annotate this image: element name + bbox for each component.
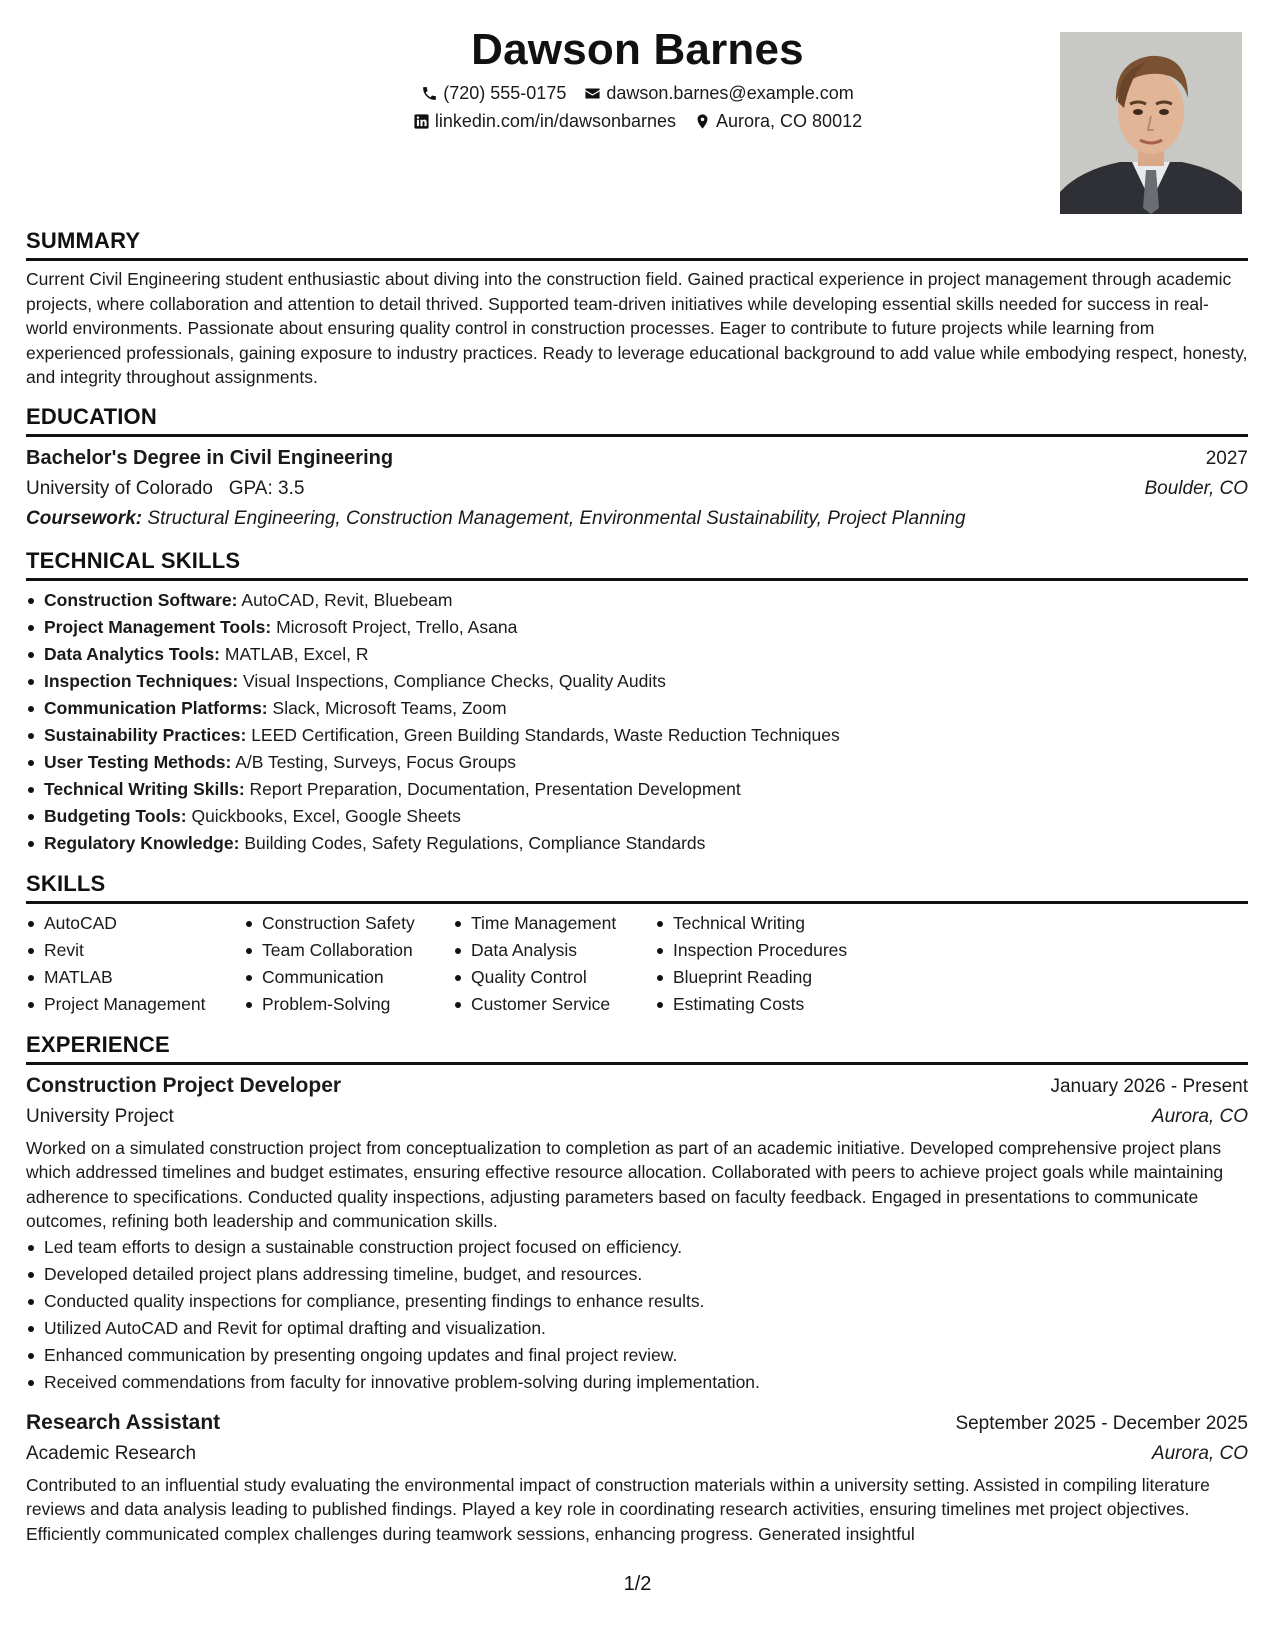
job-bullets (26, 1234, 1248, 1396)
location-text: Aurora, CO 80012 (716, 111, 863, 131)
list-item: Received commendations from faculty for innovative problem-solving during implementation. (26, 1369, 1248, 1396)
contact-linkedin[interactable] (413, 110, 676, 132)
technical-skills-section (26, 548, 1248, 857)
list-item: AutoCAD (26, 910, 244, 937)
skills-column (655, 910, 895, 1018)
list-item: MATLAB (26, 964, 244, 991)
list-item (26, 668, 1248, 695)
list-item: Quality Control (453, 964, 655, 991)
tech-skill-label: Inspection Techniques: (44, 670, 239, 691)
tech-skill-value: Microsoft Project, Trello, Asana (276, 616, 518, 637)
candidate-name: Dawson Barnes (471, 25, 804, 74)
list-item: Communication (244, 964, 453, 991)
job-org: University Project (26, 1105, 174, 1127)
list-item: Utilized AutoCAD and Revit for optimal drafting and visualization. (26, 1315, 1248, 1342)
email-text[interactable]: dawson.barnes@example.com (606, 83, 854, 103)
job-title: Research Assistant (26, 1410, 221, 1434)
job-org-row (26, 1439, 1248, 1469)
tech-skill-value: MATLAB, Excel, R (224, 643, 369, 664)
skills-column (244, 910, 453, 1018)
tech-skill-label: User Testing Methods: (44, 751, 232, 772)
coursework-line (26, 504, 1248, 534)
coursework-list: Structural Engineering, Construction Management, Environmental Sustainability, Project Planning (147, 507, 966, 529)
linkedin-text[interactable]: linkedin.com/in/dawsonbarnes (434, 111, 677, 131)
phone-text: (720) 555-0175 (443, 83, 567, 103)
profile-photo (1060, 32, 1242, 214)
list-item: Data Analysis (453, 937, 655, 964)
school-name: University of Colorado (26, 477, 213, 499)
list-item: Enhanced communication by presenting ongoing updates and final project review. (26, 1342, 1248, 1369)
summary-heading: SUMMARY (26, 228, 1248, 261)
experience-heading: EXPERIENCE (26, 1032, 1248, 1065)
list-item: Estimating Costs (655, 991, 895, 1018)
list-item: Inspection Procedures (655, 937, 895, 964)
list-item: Led team efforts to design a sustainable construction project focused on efficiency. (26, 1234, 1248, 1261)
tech-skill-value: AutoCAD, Revit, Bluebeam (241, 589, 453, 610)
skills-grid (26, 910, 1248, 1018)
contact-location (694, 110, 862, 132)
job-location: Aurora, CO (1151, 1105, 1248, 1127)
tech-skill-label: Communication Platforms: (44, 697, 268, 718)
job-description: Worked on a simulated construction project from conceptualization to completion as part of an academic initiative. Developed comprehensive project plans which addressed timelines and budget estimates, ensuring effective resource allocation. Collaborated with peers to achieve project goals while maintaining adherence to specifications. Conducted quality inspections, adjusting parameters based on faculty feedback. Engaged in presentations to communicate outcomes, refining both leadership and communication skills. (26, 1137, 1224, 1231)
skills-column (26, 910, 244, 1018)
school-info (26, 474, 304, 504)
phone-icon (421, 85, 438, 102)
degree-row (26, 443, 1248, 474)
tech-skill-value: A/B Testing, Surveys, Focus Groups (235, 751, 517, 772)
school-row (26, 474, 1248, 504)
list-item: Technical Writing (655, 910, 895, 937)
education-section (26, 404, 1248, 534)
resume-body (26, 228, 1248, 1560)
list-item: Conducted quality inspections for compliance, presenting findings to enhance results. (26, 1288, 1248, 1315)
job-title: Construction Project Developer (26, 1073, 342, 1097)
job-org-row (26, 1102, 1248, 1132)
contact-email[interactable] (584, 82, 853, 104)
tech-skill-label: Sustainability Practices: (44, 724, 247, 745)
graduation-year: 2027 (1205, 447, 1248, 469)
list-item (26, 776, 1248, 803)
summary-text: Current Civil Engineering student enthusiastic about diving into the construction field. Gained practical experience in project management through academic projects, where collaboration and attention to detail thrived. Supported team-driven initiatives while developing essential skills needed for success in real-world environments. Passionate about ensuring quality control in construction processes. Eager to contribute to future projects while learning from experienced professionals, gaining exposure to industry practices. Ready to leverage educational background to add value while embodying respect, honesty, and integrity throughout assignments. (26, 269, 1248, 387)
list-item (26, 749, 1248, 776)
tech-skill-label: Budgeting Tools: (44, 805, 187, 826)
contact-phone (421, 82, 566, 104)
job-dates: September 2025 - December 2025 (955, 1412, 1248, 1434)
school-location: Boulder, CO (1144, 477, 1248, 499)
list-item: Team Collaboration (244, 937, 453, 964)
list-item: Project Management (26, 991, 244, 1018)
job-entry (26, 1071, 1248, 1396)
school-gpa: GPA: 3.5 (228, 477, 305, 499)
list-item: Developed detailed project plans addressing timeline, budget, and resources. (26, 1261, 1248, 1288)
degree-title: Bachelor's Degree in Civil Engineering (26, 446, 394, 469)
tech-skill-value: Building Codes, Safety Regulations, Compliance Standards (244, 832, 706, 853)
job-org: Academic Research (26, 1442, 197, 1464)
tech-skill-label: Data Analytics Tools: (44, 643, 221, 664)
job-location: Aurora, CO (1151, 1442, 1248, 1464)
technical-skills-heading: TECHNICAL SKILLS (26, 548, 1248, 581)
linkedin-icon (413, 113, 430, 130)
tech-skill-label: Construction Software: (44, 589, 238, 610)
summary-section (26, 228, 1248, 390)
tech-skill-label: Technical Writing Skills: (44, 778, 245, 799)
education-heading: EDUCATION (26, 404, 1248, 437)
list-item: Blueprint Reading (655, 964, 895, 991)
skills-section (26, 871, 1248, 1018)
experience-section (26, 1032, 1248, 1547)
job-dates: January 2026 - Present (1050, 1075, 1248, 1097)
job-description: Contributed to an influential study evaluating the environmental impact of construction materials within a university setting. Assisted in compiling literature reviews and data analysis leading to published findings. Played a key role in coordinating research activities, ensuring timelines met project objectives. Efficiently communicated complex challenges during teamwork sessions, enhancing progress. Generated insightful (26, 1474, 1210, 1544)
list-item (26, 614, 1248, 641)
tech-skill-label: Project Management Tools: (44, 616, 272, 637)
job-title-row (26, 1071, 1248, 1102)
tech-skill-label: Regulatory Knowledge: (44, 832, 240, 853)
list-item: Revit (26, 937, 244, 964)
tech-skill-value: LEED Certification, Green Building Standards, Waste Reduction Techniques (251, 724, 840, 745)
tech-skill-value: Quickbooks, Excel, Google Sheets (191, 805, 461, 826)
list-item (26, 722, 1248, 749)
coursework-label: Coursework: (26, 507, 143, 529)
list-item (26, 803, 1248, 830)
skills-column (453, 910, 655, 1018)
list-item (26, 587, 1248, 614)
tech-skill-value: Slack, Microsoft Teams, Zoom (272, 697, 507, 718)
technical-skills-list (26, 587, 1248, 857)
list-item (26, 830, 1248, 857)
tech-skill-value: Visual Inspections, Compliance Checks, Quality Audits (243, 670, 666, 691)
page-number: 1/2 (623, 1573, 652, 1595)
skills-heading: SKILLS (26, 871, 1248, 904)
envelope-icon (584, 85, 601, 102)
list-item: Customer Service (453, 991, 655, 1018)
job-title-row (26, 1408, 1248, 1439)
list-item: Time Management (453, 910, 655, 937)
map-pin-icon (694, 113, 711, 130)
list-item: Problem-Solving (244, 991, 453, 1018)
job-entry (26, 1408, 1248, 1547)
list-item (26, 695, 1248, 722)
tech-skill-value: Report Preparation, Documentation, Presentation Development (249, 778, 741, 799)
list-item: Construction Safety (244, 910, 453, 937)
list-item (26, 641, 1248, 668)
